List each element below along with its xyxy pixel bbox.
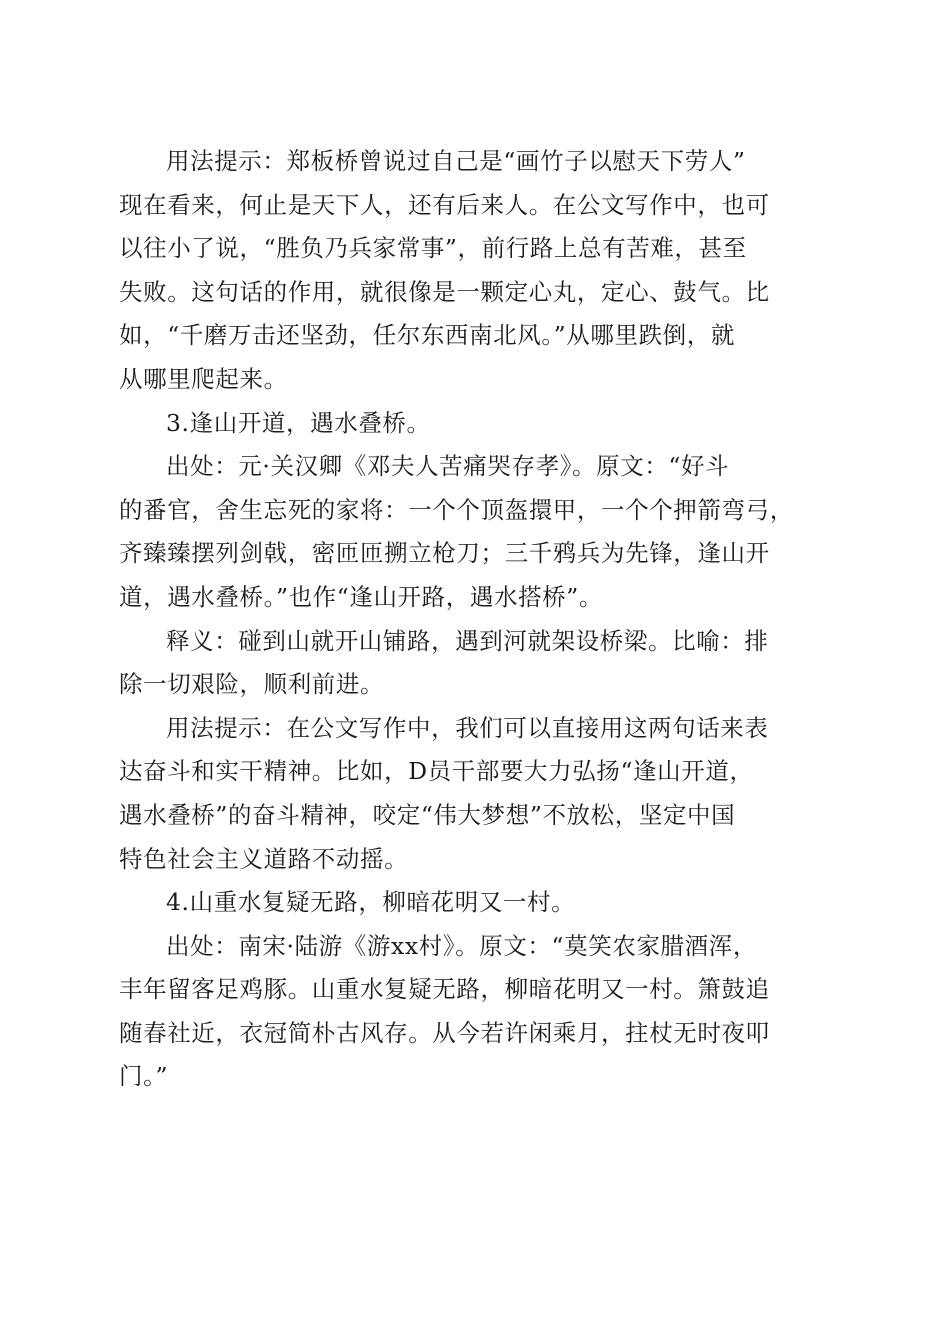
heading-text: 4.山重水复疑无路，柳暗花明又一村。 xyxy=(166,888,576,917)
text-line: 道，遇水叠桥。”也作“逢山开路，遇水搭桥”。 xyxy=(119,582,603,611)
text-line: 达奋斗和实干精神。比如，D员干部要大力弘扬“逢山开道， xyxy=(119,757,754,786)
text-line: 出处：南宋·陆游《游xx村》。原文：“莫笑农家腊酒浑， xyxy=(166,931,757,960)
text-line: 释义：碰到山就开山铺路，遇到河就架设桥梁。比喻：排 xyxy=(166,626,769,655)
document-body xyxy=(119,140,831,1099)
text-line: 门。” xyxy=(119,1062,169,1091)
text-line: 除一切艰险，顺利前进。 xyxy=(119,670,385,699)
source-paragraph-4 xyxy=(119,925,831,1099)
text-line: 用法提示：在公文写作中，我们可以直接用这两句话来表 xyxy=(166,713,769,742)
text-line: 出处：元·关汉卿《邓夫人苦痛哭存孝》。原文：“好斗 xyxy=(166,452,730,481)
text-line: 如，“千磨万击还坚劲，任尔东西南北风。”从哪里跌倒，就 xyxy=(119,321,735,350)
text-line: 遇水叠桥”的奋斗精神，咬定“伟大梦想”不放松，坚定中国 xyxy=(119,800,736,829)
text-line: 用法提示：郑板桥曾说过自己是“画竹子以慰天下劳人” xyxy=(166,147,746,175)
text-line: 从哪里爬起来。 xyxy=(119,364,288,393)
text-line: 丰年留客足鸡豚。山重水复疑无路，柳暗花明又一村。箫鼓追 xyxy=(119,975,770,1004)
text-line: 以往小了说，“胜负乃兵家常事”，前行路上总有苦难，甚至 xyxy=(119,234,747,263)
section-heading-3 xyxy=(119,402,831,446)
text-line: 随春社近，衣冠简朴古风存。从今若许闲乘月，拄杖无时夜叩 xyxy=(119,1018,770,1047)
text-line: 的番官，舍生忘死的家将：一个个顶盔擐甲，一个个押箭弯弓， xyxy=(119,495,794,524)
text-line: 齐臻臻摆列剑戟，密匝匝搠立枪刀；三千鸦兵为先锋，逢山开 xyxy=(119,539,770,568)
meaning-paragraph-3 xyxy=(119,620,831,707)
text-line: 特色社会主义道路不动摇。 xyxy=(119,844,409,873)
section-heading-4 xyxy=(119,881,831,925)
usage-tip-paragraph-2 xyxy=(119,140,831,402)
text-line: 失败。这句话的作用，就很像是一颗定心丸，定心、鼓气。比 xyxy=(119,277,770,306)
text-line: 现在看来，何止是天下人，还有后来人。在公文写作中，也可 xyxy=(119,190,770,219)
heading-text: 3.逢山开道，遇水叠桥。 xyxy=(166,408,431,437)
source-paragraph-3 xyxy=(119,445,831,619)
usage-tip-paragraph-3 xyxy=(119,707,831,881)
